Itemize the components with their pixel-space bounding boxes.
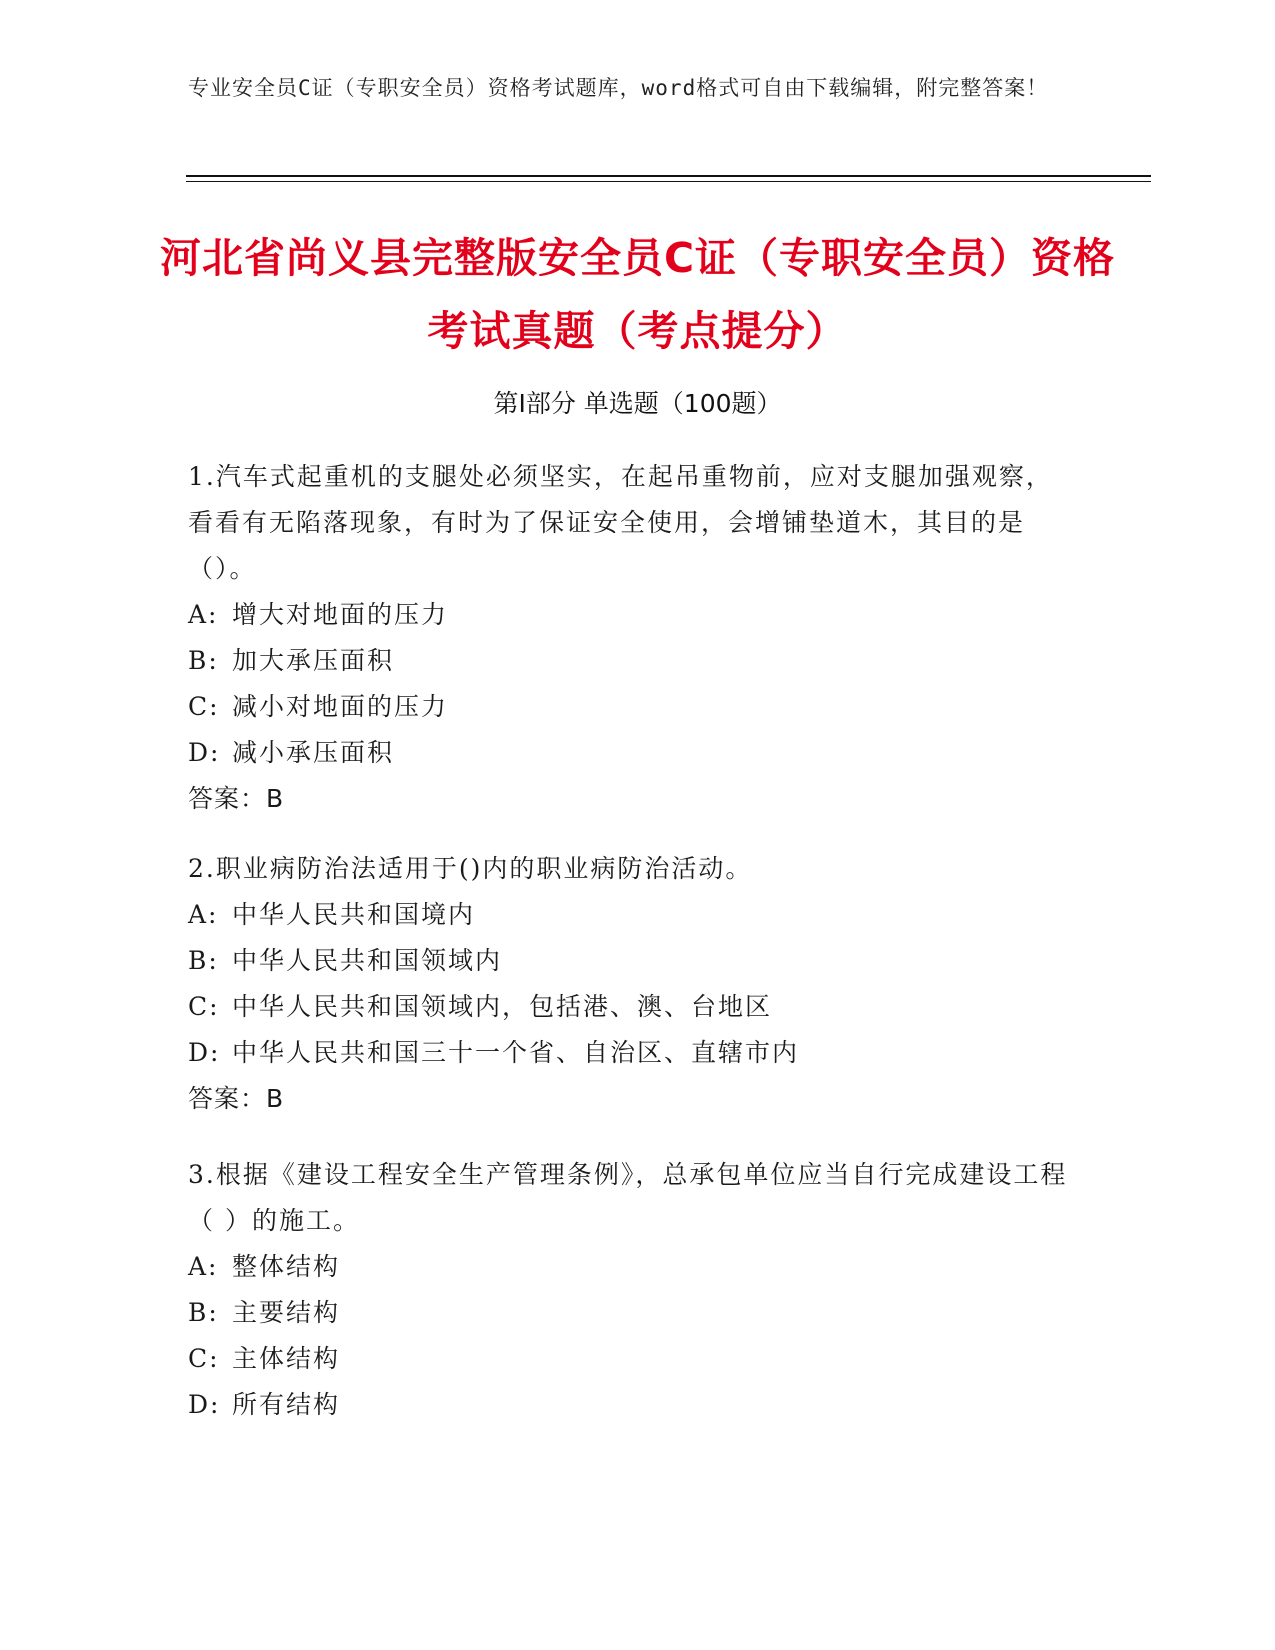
option-b: [188, 938, 1068, 984]
option-text: 中华人民共和国境内: [232, 900, 476, 929]
document-title: 河北省尚义县完整版安全员C证（专职安全员）资格考试真题（考点提分）: [159, 234, 1116, 355]
answer: 答案：B: [188, 1084, 285, 1113]
option-text: 中华人民共和国领域内: [232, 946, 503, 975]
option-key: B:: [188, 946, 219, 975]
question-1: [188, 454, 1068, 822]
option-text: 主要结构: [232, 1298, 341, 1327]
option-key: C:: [188, 692, 220, 721]
option-c: [188, 684, 1068, 730]
option-d: [188, 730, 1068, 776]
question-stem: 3.根据《建设工程安全生产管理条例》，总承包单位应当自行完成建设工程（ ）的施工。: [188, 1160, 1068, 1235]
option-text: 加大承压面积: [232, 646, 395, 675]
option-d: [188, 1382, 1068, 1428]
option-c: [188, 984, 1068, 1030]
option-text: 减小对地面的压力: [232, 692, 449, 721]
option-a: [188, 1244, 1068, 1290]
question-2: [188, 846, 1068, 1122]
option-text: 所有结构: [232, 1390, 341, 1419]
option-key: B:: [188, 1298, 219, 1327]
option-text: 增大对地面的压力: [232, 600, 449, 629]
header-divider-thick: [186, 175, 1151, 177]
option-key: D:: [188, 1038, 221, 1067]
option-key: A:: [188, 900, 219, 929]
option-text: 中华人民共和国三十一个省、自治区、直辖市内: [232, 1038, 800, 1067]
option-key: D:: [188, 738, 221, 767]
option-a: [188, 592, 1068, 638]
option-b: [188, 638, 1068, 684]
option-key: D:: [188, 1390, 221, 1419]
option-key: A:: [188, 600, 219, 629]
question-stem: 1.汽车式起重机的支腿处必须坚实，在起吊重物前，应对支腿加强观察，看看有无陷落现象，有时为了保证安全使用，会增铺垫道木，其目的是（）。: [188, 462, 1053, 583]
option-a: [188, 892, 1068, 938]
option-text: 整体结构: [232, 1252, 341, 1281]
option-key: A:: [188, 1252, 219, 1281]
question-stem: 2.职业病防治法适用于()内的职业病防治活动。: [188, 854, 753, 883]
option-d: [188, 1030, 1068, 1076]
header-note: 专业安全员C证（专职安全员）资格考试题库，word格式可自由下载编辑，附完整答案！: [188, 76, 1049, 100]
option-text: 中华人民共和国领域内，包括港、澳、台地区: [232, 992, 773, 1021]
option-c: [188, 1336, 1068, 1382]
option-text: 主体结构: [232, 1344, 341, 1373]
option-key: C:: [188, 1344, 220, 1373]
option-text: 减小承压面积: [232, 738, 395, 767]
header-divider-thin: [186, 181, 1151, 182]
section-heading: 第I部分 单选题（100题）: [493, 389, 782, 418]
option-b: [188, 1290, 1068, 1336]
option-key: C:: [188, 992, 220, 1021]
answer: 答案：B: [188, 784, 285, 813]
question-3: [188, 1152, 1068, 1428]
option-key: B:: [188, 646, 219, 675]
